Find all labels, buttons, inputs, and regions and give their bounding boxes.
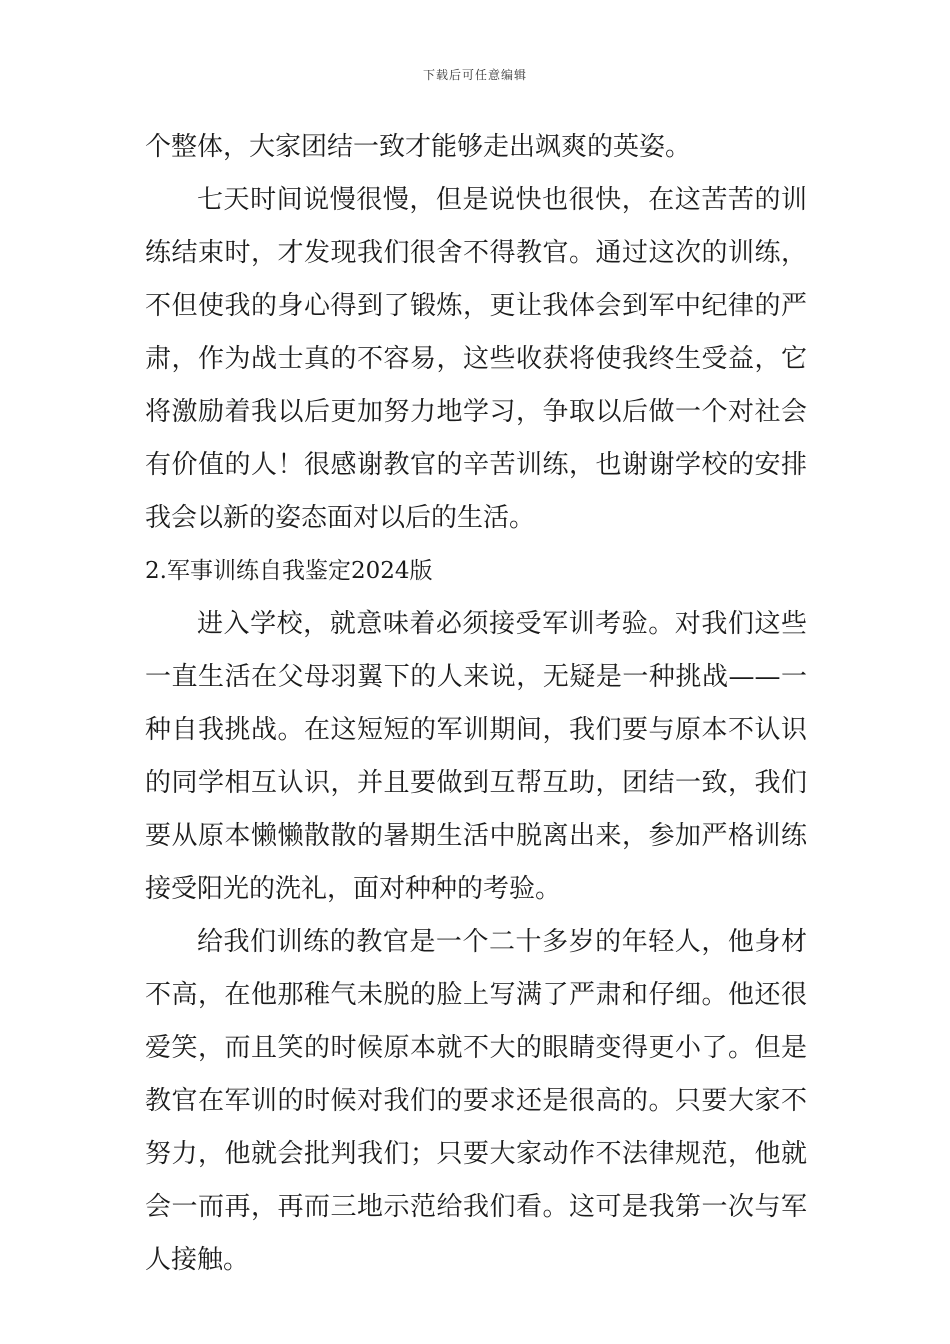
text-line: 不高，在他那稚气未脱的脸上写满了严肃和仔细。他还很 (145, 980, 807, 1010)
text-line: 七天时间说慢很慢，但是说快也很快，在这苦苦的训 (197, 185, 807, 215)
text-line: 给我们训练的教官是一个二十多岁的年轻人，他身材 (197, 927, 807, 957)
text-line: 我会以新的姿态面对以后的生活。 (145, 503, 536, 533)
page-header: 下载后可任意编辑 (422, 68, 527, 82)
text-line: 将激励着我以后更加努力地学习，争取以后做一个对社会 (145, 397, 807, 427)
document-body (145, 121, 807, 1287)
text-line: 教官在军训的时候对我们的要求还是很高的。只要大家不 (145, 1086, 807, 1116)
text-line: 肃，作为战士真的不容易，这些收获将使我终生受益，它 (145, 344, 807, 374)
text-line: 练结束时，才发现我们很舍不得教官。通过这次的训练， (145, 238, 807, 268)
text-line: 的同学相互认识，并且要做到互帮互助，团结一致，我们 (145, 768, 807, 798)
text-line: 种自我挑战。在这短短的军训期间，我们要与原本不认识 (145, 715, 807, 745)
text-line: 爱笑，而且笑的时候原本就不大的眼睛变得更小了。但是 (145, 1033, 807, 1063)
text-line: 会一而再，再而三地示范给我们看。这可是我第一次与军 (145, 1192, 807, 1222)
text-line: 有价值的人！很感谢教官的辛苦训练，也谢谢学校的安排 (145, 450, 807, 480)
text-line: 个整体，大家团结一致才能够走出飒爽的英姿。 (145, 132, 692, 162)
text-line: 接受阳光的洗礼，面对种种的考验。 (145, 874, 562, 904)
text-line: 要从原本懒懒散散的暑期生活中脱离出来，参加严格训练 (145, 821, 807, 851)
section-heading: 2.军事训练自我鉴定2024版 (145, 558, 433, 584)
text-line: 努力，他就会批判我们；只要大家动作不法律规范，他就 (145, 1139, 807, 1169)
text-line: 人接触。 (145, 1245, 250, 1275)
text-line: 进入学校，就意味着必须接受军训考验。对我们这些 (197, 609, 807, 639)
text-line: 不但使我的身心得到了锻炼，更让我体会到军中纪律的严 (145, 291, 807, 321)
text-line: 一直生活在父母羽翼下的人来说，无疑是一种挑战——一 (145, 662, 807, 692)
